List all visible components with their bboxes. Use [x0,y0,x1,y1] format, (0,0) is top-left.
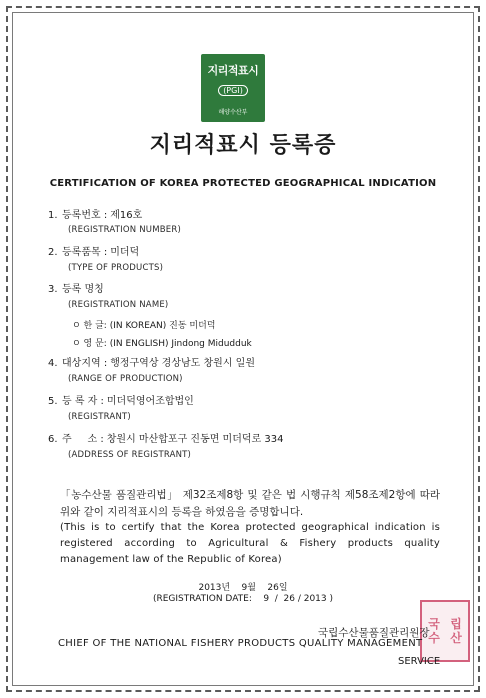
field-registration-name-en: (REGISTRATION NAME) [68,300,169,310]
signature-korean: 국립수산물품질관리원장 [318,627,430,639]
statement-korean: 「농수산물 품질관리법」 제32조제8항 및 같은 법 시행규칙 제58조제2항에 따라 위와 같이 지리적표시의 등록을 하였음을 증명합니다. [60,489,440,518]
pgi-logo [201,54,265,122]
field-address: 6. 주 소 : 창원시 마산합포구 진동면 미더덕로 334 [48,434,284,445]
field-address-en: (ADDRESS OF REGISTRANT) [68,450,192,460]
page-title: 지리적표시 등록증 [149,133,337,158]
registration-date-en: (REGISTRATION DATE: 9 / 26 / 2013 ) [152,594,334,604]
field-registrant-en: (REGISTRANT) [68,412,131,422]
field-type-of-products-en: (TYPE OF PRODUCTS) [68,263,164,273]
field-registration-name: 3. 등록 명칭 [48,284,104,295]
field-type-of-products: 2. 등록품목 : 미더덕 [48,247,140,258]
official-seal: 국 립 수 산 [420,600,470,662]
field-registration-number: 1. 등록번호 : 제16호 [48,210,143,221]
field-range-of-production: 4. 대상지역 : 행정구역상 경상남도 창원시 일원 [48,358,255,369]
page-subtitle: CERTIFICATION OF KOREA PROTECTED GEOGRAPHICAL INDICATION [49,178,437,189]
statement-english: (This is to certify that the Korea protected geographical indication is registered according to Agricultural & Fishery products quality management law of the Republic of Korea) [60,522,440,565]
field-registration-number-en: (REGISTRATION NUMBER) [68,225,181,235]
name-english: ㅇ 영 문: (IN ENGLISH) Jindong Midudduk [72,339,252,349]
name-korean: ㅇ 한 글: (IN KOREAN) 진동 미더덕 [72,321,216,331]
logo-ministry: 해양수산부 [218,109,248,116]
field-range-of-production-en: (RANGE OF PRODUCTION) [68,374,183,384]
logo-abbr: (PGI) [218,85,248,96]
signature-english: CHIEF OF THE NATIONAL FISHERY PRODUCTS QUALITY MANAGEMENT [58,638,423,649]
field-registrant: 5. 등 록 자 : 미더덕영어조합법인 [48,396,194,407]
registration-date-ko: 2013년 9월 26일 [198,583,288,593]
signature-english-cont: SERVICE [398,656,441,667]
logo-main-text: 지리적표시 [207,64,259,77]
